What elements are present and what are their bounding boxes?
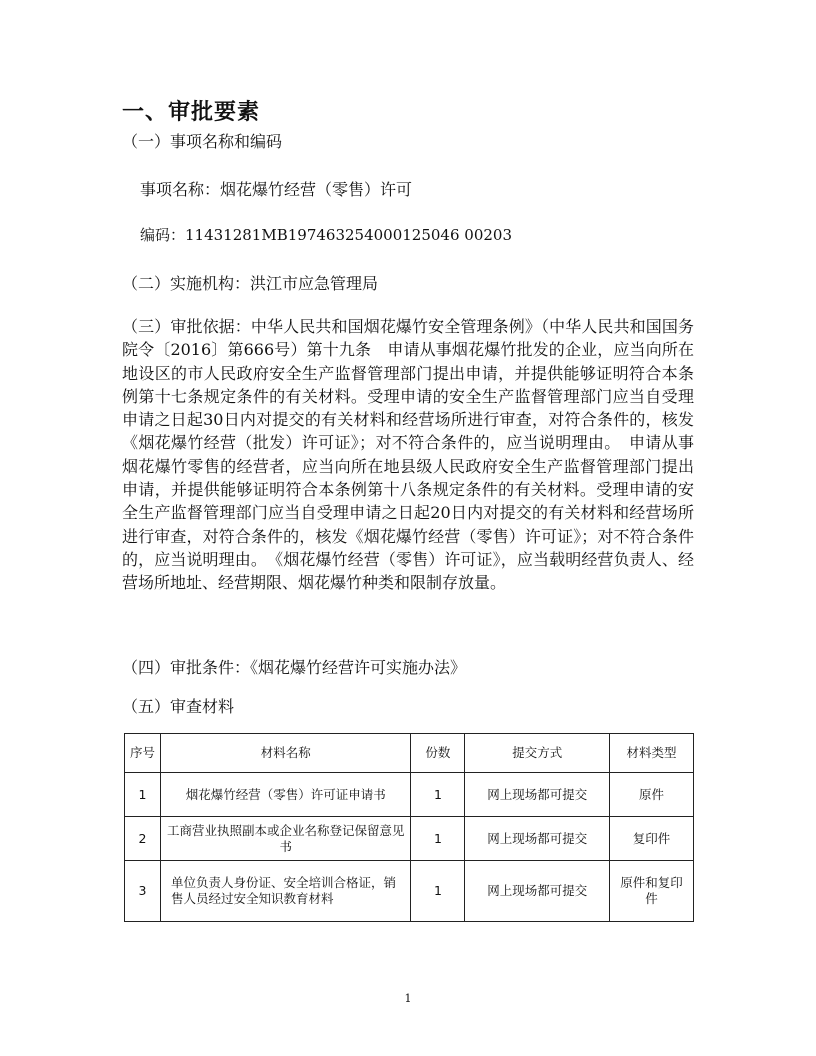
header-index: 序号 bbox=[125, 734, 161, 773]
cell-index: 2 bbox=[125, 817, 161, 861]
header-material-type: 材料类型 bbox=[610, 734, 694, 773]
cell-index: 1 bbox=[125, 773, 161, 817]
section-4-title: （四）审批条件：《烟花爆竹经营许可实施办法》 bbox=[122, 658, 467, 677]
section-1-title: （一）事项名称和编码 bbox=[122, 132, 283, 151]
materials-table bbox=[124, 733, 694, 922]
section-5-title: （五）审查材料 bbox=[122, 697, 235, 716]
cell-submit-method: 网上现场都可提交 bbox=[465, 861, 610, 922]
page-heading: 一、审批要素 bbox=[122, 100, 261, 125]
cell-copies: 1 bbox=[411, 773, 465, 817]
cell-index: 3 bbox=[125, 861, 161, 922]
item-name: 事项名称：烟花爆竹经营（零售）许可 bbox=[140, 180, 413, 199]
item-code: 编码：11431281MB197463254000125046 00203 bbox=[140, 226, 512, 244]
cell-material-type: 原件和复印件 bbox=[610, 861, 694, 922]
header-copies: 份数 bbox=[411, 734, 465, 773]
section-2-title: （二）实施机构：洪江市应急管理局 bbox=[122, 274, 379, 293]
cell-material-name: 工商营业执照副本或企业名称登记保留意见书 bbox=[160, 817, 411, 861]
cell-copies: 1 bbox=[411, 817, 465, 861]
cell-copies: 1 bbox=[411, 861, 465, 922]
cell-material-name: 单位负责人身份证、安全培训合格证，销售人员经过安全知识教育材料 bbox=[160, 861, 411, 922]
table-row bbox=[125, 861, 694, 922]
header-submit-method: 提交方式 bbox=[465, 734, 610, 773]
section-3-paragraph: （三）审批依据：中华人民共和国烟花爆竹安全管理条例》（中华人民共和国国务院令〔2016〕第666号）第十九条 申请从事烟花爆竹批发的企业，应当向所在地设区的市人民政府安全生产监督管理部门提出申请，并提供能够证明符合本条例第十七条规定条件的有关材料。受理申请的安全生产监督管理部门应当自受理申请之日起30日内对提交的有关材料和经营场所进行审查，对符合条件的，核发《烟花爆竹经营（批发）许可证》；对不符合条件的，应当说明理由。 申请从事烟花爆竹零售的经营者，应当向所在地县级人民政府安全生产监督管理部门提出申请，并提供能够证明符合本条例第十八条规定条件的有关材料。受理申请的安全生产监督管理部门应当自受理申请之日起20日内对提交的有关材料和经营场所进行审查，对符合条件的，核发《烟花爆竹经营（零售）许可证》；对不符合条件的，应当说明理由。 《烟花爆竹经营（零售）许可证》，应当载明经营负责人、经营场所地址、经营期限、烟花爆竹种类和限制存放量。 bbox=[122, 317, 694, 593]
cell-submit-method: 网上现场都可提交 bbox=[465, 773, 610, 817]
table-header-row bbox=[125, 734, 694, 773]
table-row bbox=[125, 817, 694, 861]
cell-material-type: 原件 bbox=[610, 773, 694, 817]
table-row bbox=[125, 773, 694, 817]
cell-material-name: 烟花爆竹经营（零售）许可证申请书 bbox=[160, 773, 411, 817]
cell-material-type: 复印件 bbox=[610, 817, 694, 861]
page-number: 1 bbox=[404, 992, 412, 1005]
header-material-name: 材料名称 bbox=[160, 734, 411, 773]
cell-submit-method: 网上现场都可提交 bbox=[465, 817, 610, 861]
